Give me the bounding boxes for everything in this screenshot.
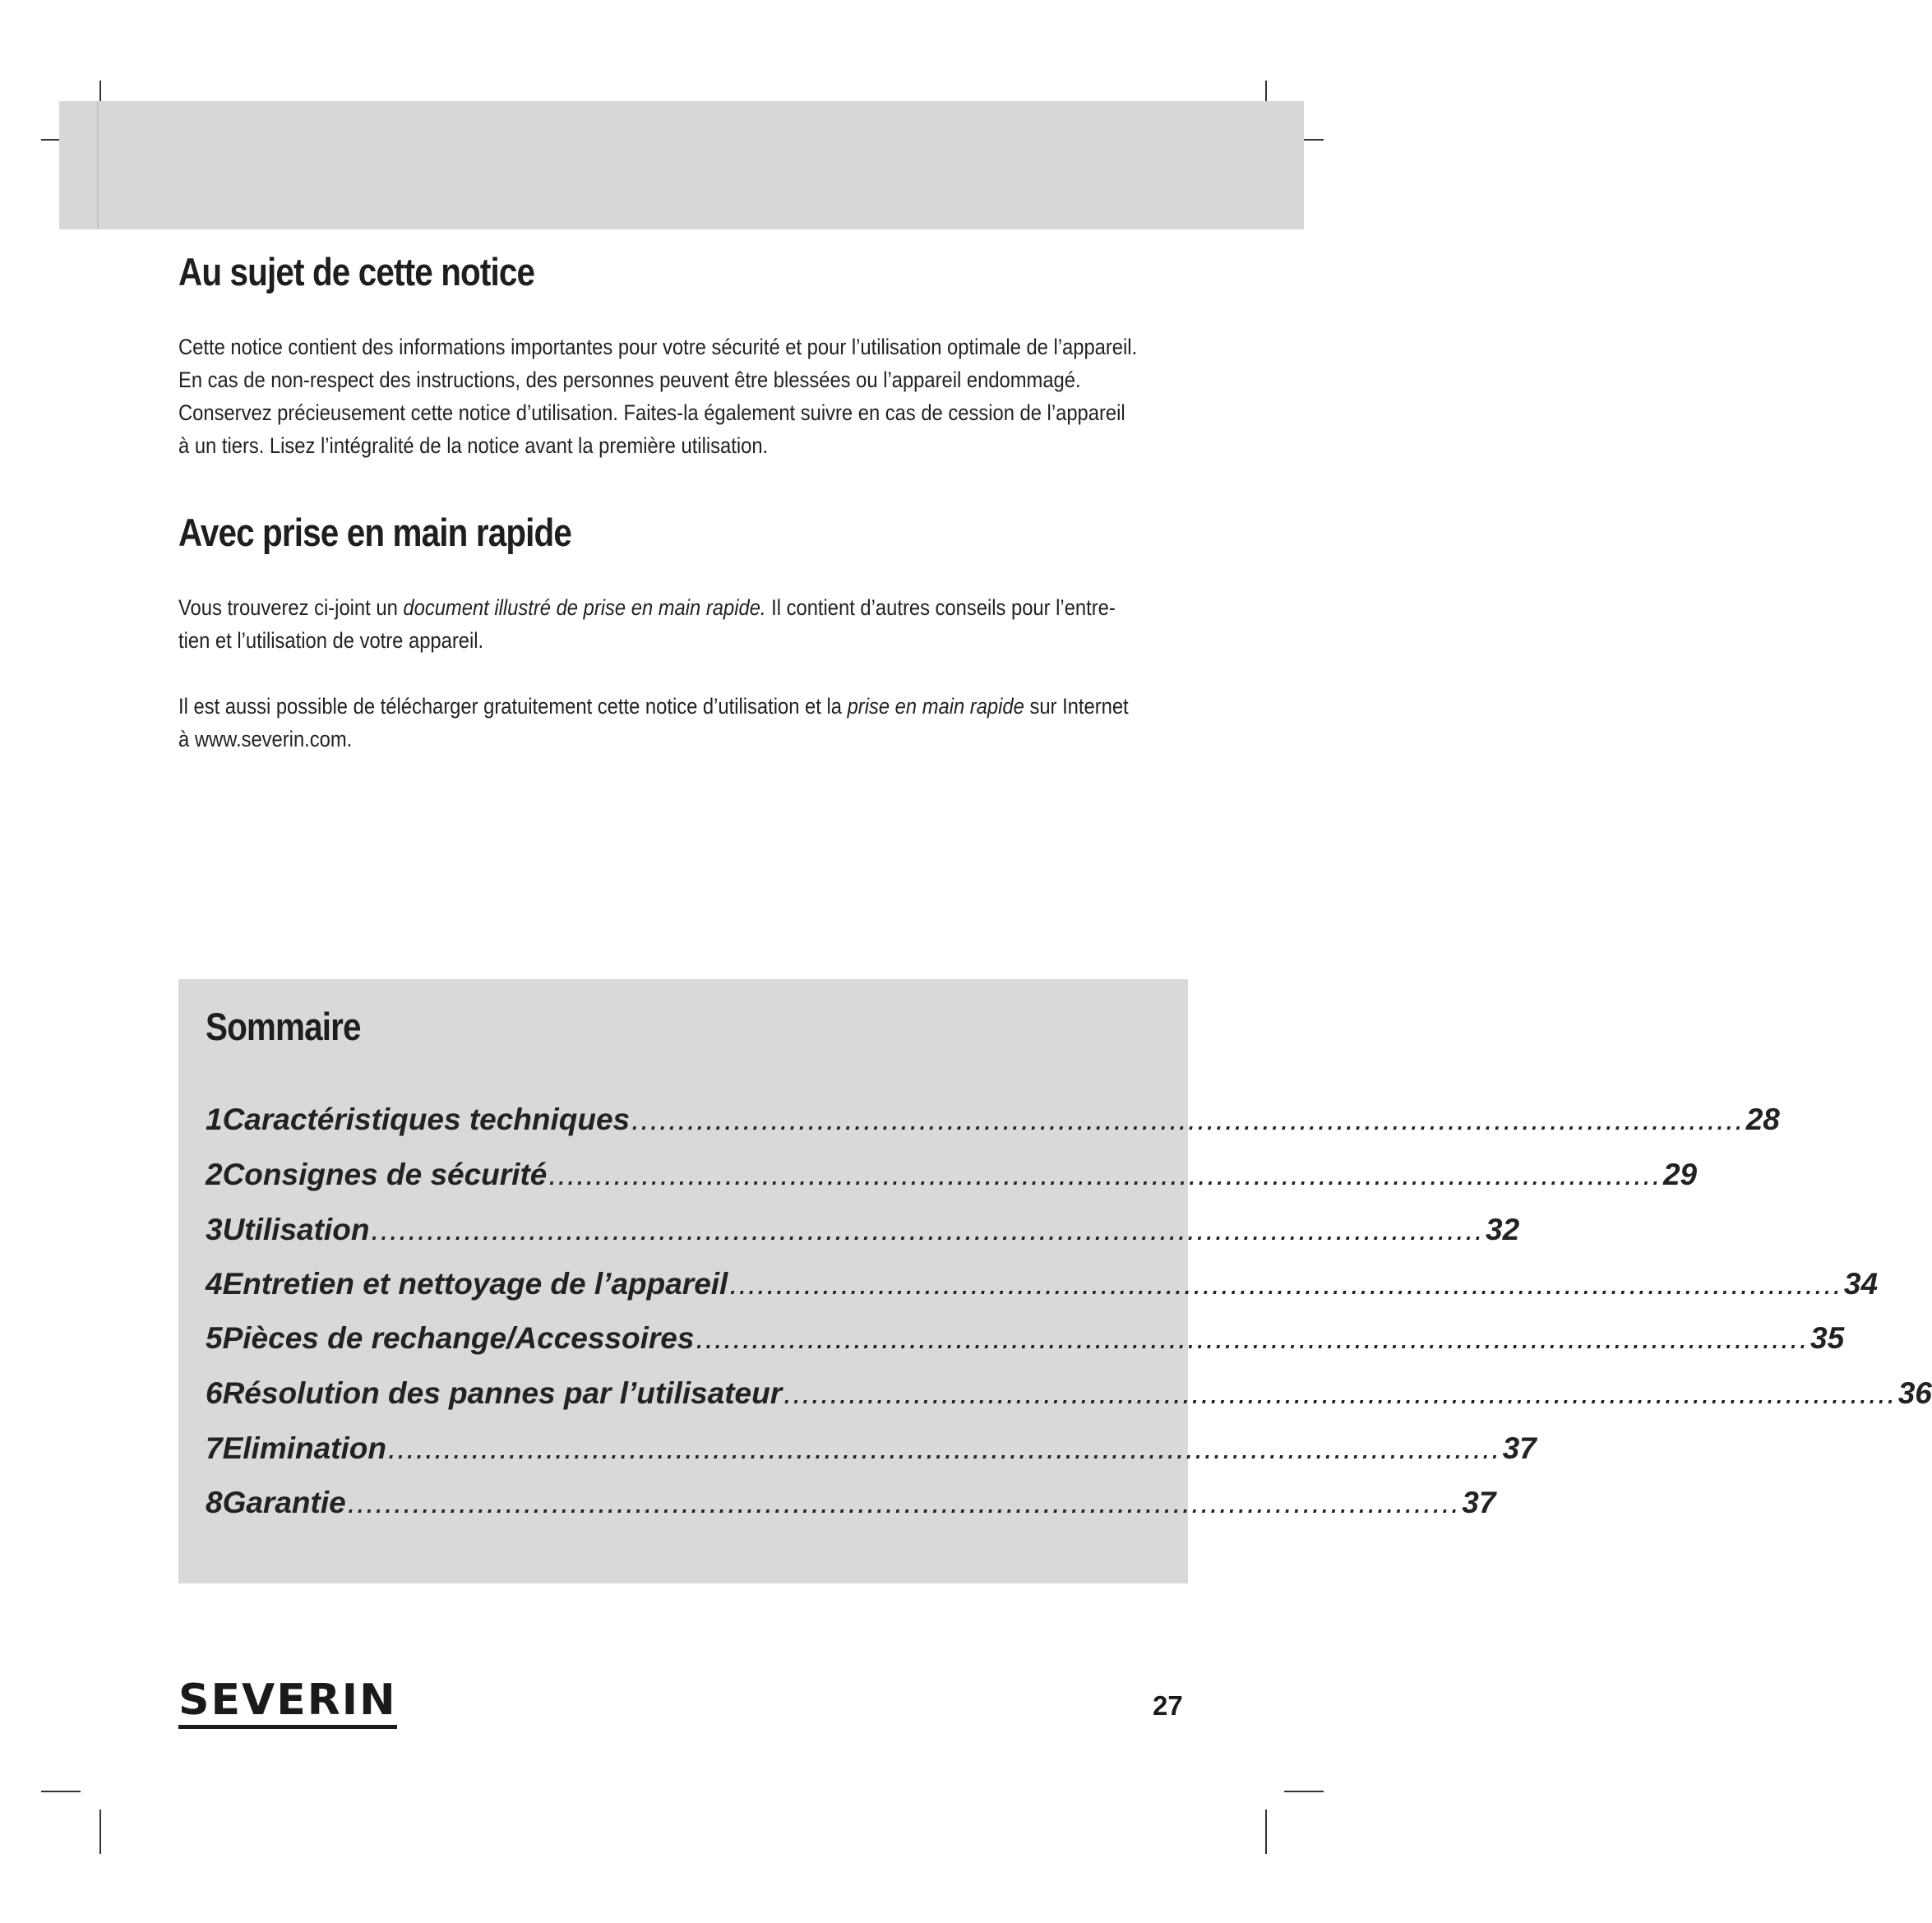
toc-entry-number: 6 — [206, 1376, 223, 1410]
crop-mark — [99, 1810, 101, 1854]
toc-entry-page: 35 — [1810, 1321, 1845, 1355]
paragraph-line: Conservez précieusement cette notice d’utilisation. Faites-la également suivre en cas de cession de l’appareil — [178, 400, 1125, 425]
toc-entry-page: 32 — [1486, 1213, 1520, 1246]
toc-entry-number: 7 — [206, 1431, 223, 1465]
toc-leader-dots: ........................................................................................................................ — [387, 1431, 1501, 1465]
header-band — [59, 101, 1304, 229]
section-heading: Avec prise en main rapide — [178, 511, 571, 554]
toc-entry-number: 1 — [206, 1102, 223, 1136]
severin-logo: SEVERIN — [178, 1677, 397, 1729]
toc-entry[interactable] — [206, 1213, 1520, 1254]
text: sur Internet — [1024, 694, 1129, 719]
toc-entry-title: Pièces de rechange/Accessoires — [222, 1321, 695, 1355]
toc-entry[interactable] — [206, 1431, 1537, 1472]
toc-title: Sommaire — [206, 1005, 361, 1048]
text: Il est aussi possible de télécharger gratuitement cette notice d’utilisation et la — [178, 694, 848, 719]
toc-entry-page: 37 — [1502, 1431, 1537, 1465]
toc-entry[interactable] — [206, 1158, 1698, 1199]
paragraph-line: à un tiers. Lisez l’intégralité de la notice avant la première utilisation. — [178, 433, 769, 458]
toc-entry-number: 4 — [206, 1267, 223, 1301]
toc-entry-number: 8 — [206, 1486, 223, 1519]
toc-leader-dots: ........................................................................................................................ — [631, 1102, 1745, 1136]
toc-entry[interactable] — [206, 1376, 1932, 1417]
toc-entry[interactable] — [206, 1321, 1845, 1362]
toc-entry-page: 34 — [1843, 1267, 1879, 1301]
toc-entry[interactable] — [206, 1267, 1879, 1308]
toc-leader-dots: ........................................................................................................................ — [696, 1321, 1809, 1355]
toc-entry-title: Caractéristiques techniques — [222, 1102, 631, 1136]
toc-entry-title: Utilisation — [222, 1213, 370, 1246]
emphasis: document illustré de prise en main rapide. — [403, 595, 766, 620]
crop-mark — [1284, 1791, 1324, 1792]
toc-entry-page: 28 — [1745, 1102, 1780, 1136]
toc-entry-title: Elimination — [222, 1431, 386, 1465]
toc-leader-dots: ........................................................................................................................ — [548, 1158, 1662, 1191]
section-about-notice — [178, 249, 1198, 462]
emphasis: prise en main rapide — [847, 694, 1024, 719]
text: Vous trouverez ci-joint un — [178, 595, 404, 620]
header-divider — [97, 101, 99, 229]
toc-entry[interactable] — [206, 1486, 1496, 1527]
toc-entry-number: 5 — [206, 1321, 223, 1355]
crop-mark — [1265, 1810, 1267, 1854]
toc-entry-title: Garantie — [222, 1486, 346, 1519]
paragraph-line: Cette notice contient des informations importantes pour votre sécurité et pour l’utilisation optimale de l’appareil. — [178, 335, 1138, 359]
paragraph-line: tien et l’utilisation de votre appareil. — [178, 628, 484, 653]
table-of-contents — [178, 979, 1932, 1583]
paragraph-line — [178, 690, 1199, 723]
toc-entry-page: 29 — [1662, 1158, 1698, 1191]
toc-entry-number: 2 — [206, 1158, 223, 1191]
toc-entry[interactable] — [206, 1102, 1780, 1144]
toc-leader-dots: ........................................................................................................................ — [783, 1376, 1897, 1410]
text: Il contient d’autres conseils pour l’entre- — [765, 595, 1116, 620]
toc-entry-number: 3 — [206, 1213, 223, 1246]
section-heading: Au sujet de cette notice — [178, 250, 535, 294]
paragraph-line: à www.severin.com. — [178, 727, 353, 751]
paragraph-line — [178, 591, 1199, 624]
crop-mark — [41, 1791, 81, 1792]
toc-entry-title: Entretien et nettoyage de l’appareil — [222, 1267, 728, 1301]
toc-entry-title: Résolution des pannes par l’utilisateur — [222, 1376, 783, 1410]
section-quick-start — [178, 510, 1198, 756]
toc-leader-dots: ........................................................................................................................ — [371, 1213, 1484, 1246]
toc-leader-dots: ........................................................................................................................ — [347, 1486, 1461, 1519]
toc-leader-dots: ........................................................................................................................ — [729, 1267, 1842, 1301]
paragraph-line: En cas de non-respect des instructions, des personnes peuvent être blessées ou l’appareil endommagé. — [178, 367, 1081, 392]
toc-entry-page: 36 — [1897, 1376, 1932, 1410]
toc-entry-title: Consignes de sécurité — [222, 1158, 548, 1191]
page-number: 27 — [1153, 1690, 1183, 1721]
toc-entry-page: 37 — [1462, 1486, 1496, 1519]
